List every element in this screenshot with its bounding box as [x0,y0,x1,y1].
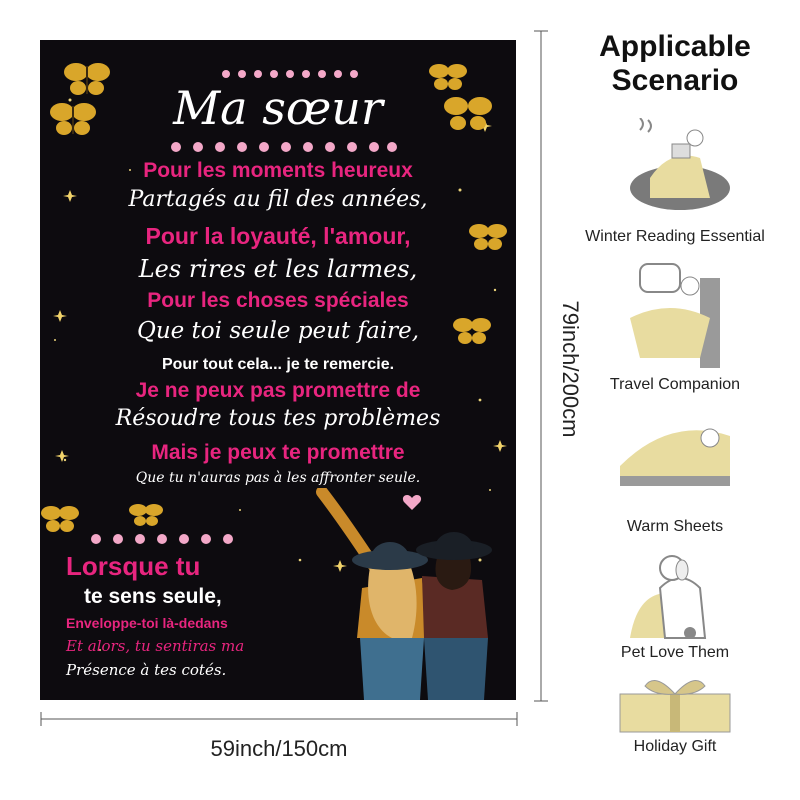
butterfly-icon [40,502,80,534]
gift-icon [610,674,740,734]
hearts-row-lower [88,532,238,546]
scenario-title-line2: Scenario [611,64,739,97]
height-label: 79inch/200cm [558,300,583,438]
bed-icon [610,406,740,501]
dog-icon [610,548,740,643]
height-dimension-line [534,30,548,702]
poem-line: Les rires et les larmes, [138,255,418,283]
poem-line: Résoudre tous tes problèmes [115,406,441,431]
poem-line: Pour les choses spéciales [147,289,409,312]
poem-line: Que tu n'auras pas à les affronter seule. [135,470,421,486]
scenario-label: Holiday Gift [633,738,717,755]
lower-line: te sens seule, [84,585,222,608]
butterfly-icon [128,500,164,528]
hearts-row-under-title [168,140,398,154]
scenario-title-line1: Applicable [599,30,751,63]
sisters-illustration [302,488,516,700]
lower-line: Enveloppe-toi là-dedans [66,615,228,631]
poem-line: Mais je peux te promettre [151,441,405,464]
scenario-label: Pet Love Them [620,644,730,661]
width-label: 59inch/150cm [210,736,348,761]
scenario-title [560,30,790,98]
blanket-title: Ma sœur [173,81,383,135]
poem-line: Pour la loyauté, l'amour, [145,223,411,249]
poem-line: Pour tout cela... je te remercie. [161,356,395,373]
poem-line: Je ne peux pas promettre de [135,379,421,402]
blanket-print [40,40,516,700]
lower-line: Présence à tes cotés. [66,661,227,679]
width-dimension-line [40,712,518,726]
poem-line: Que toi seule peut faire, [136,318,420,344]
poem-line: Partagés au fil des années, [128,187,428,212]
hearts-row-top [220,68,360,80]
lower-line: Lorsque tu [66,551,201,581]
scenario-label: Warm Sheets [626,518,724,535]
poem-line: Pour les moments heureux [143,159,413,182]
reading-icon [610,118,740,213]
scenario-label: Travel Companion [609,376,741,393]
lower-line: Et alors, tu sentiras ma [66,637,245,655]
airplane-seat-icon [610,258,740,368]
scenario-label: Winter Reading Essential [585,228,765,245]
